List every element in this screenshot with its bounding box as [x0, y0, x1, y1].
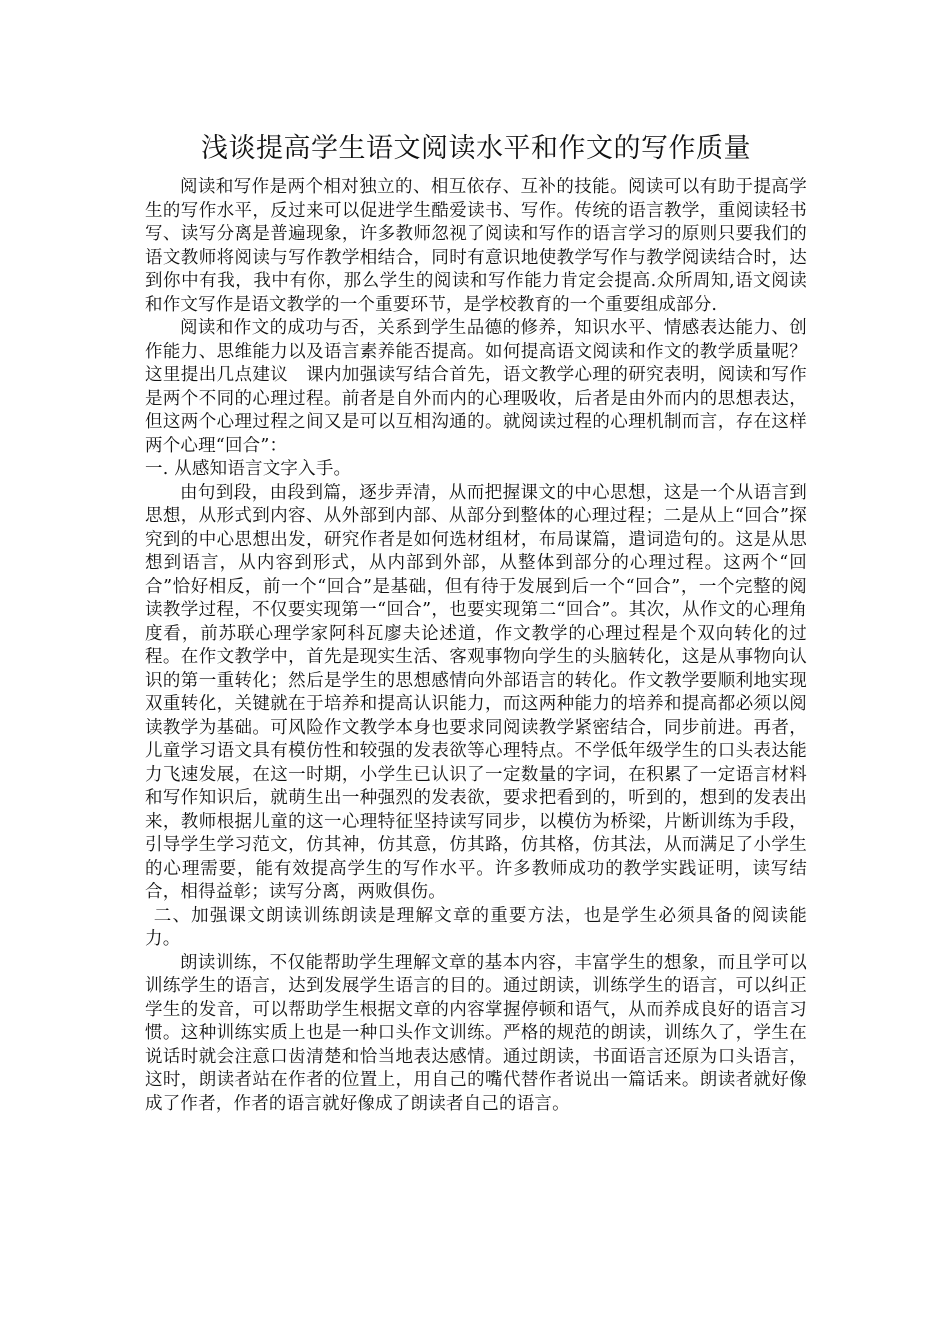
paragraph-suggestions: 阅读和作文的成功与否，关系到学生品德的修养，知识水平、情感表达能力、创作能力、思维能力以及语言素养能否提高。如何提高语文阅读和作文的教学质量呢？这里提出几点建议 课内加强读写结合首先，语文教学心理的研究表明，阅读和写作是两个不同的心理过程。前者是自外而内的心理吸收，后者是由外而内的思想表达，但这两个心理过程之间又是可以互相沟通的。就阅读过程的心理机制而言，存在这样两个心理“回合”： [145, 318, 807, 456]
section-heading-one: 一. 从感知语言文字入手。 [145, 459, 352, 479]
document-title: 浅谈提高学生语文阅读水平和作文的写作质量 [201, 133, 751, 164]
document-page [145, 126, 807, 1116]
paragraph-reading-process: 由句到段，由段到篇，逐步弄清，从而把握课文的中心思想，这是一个从语言到思想，从形式到内容、从外部到内部、从部分到整体的心理过程；二是从上“回合”探究到的中心思想出发，研究作者是如何选材组材，布局谋篇，遣词造句的。这是从思想到语言，从内容到形式，从内部到外部，从整体到部分的心理过程。这两个“回合”恰好相反，前一个“回合”是基础，但有待于发展到后一个“回合”，一个完整的阅读教学过程，不仅要实现第一“回合”，也要实现第二“回合”。其次，从作文的心理角度看，前苏联心理学家阿科瓦廖夫论述道，作文教学的心理过程是个双向转化的过程。在作文教学中，首先是现实生活、客观事物向学生的头脑转化，这是从事物向认识的第一重转化；然后是学生的思想感情向外部语言的转化。作文教学要顺利地实现双重转化，关键就在于培养和提高认识能力，而这两种能力的培养和提高都必须以阅读教学为基础。可风险作文教学本身也要求同阅读教学紧密结合，同步前进。再者，儿童学习语文具有模仿性和较强的发表欲等心理特点。不学低年级学生的口头表达能力飞速发展，在这一时期，小学生已认识了一定数量的字词，在积累了一定语言材料和写作知识后，就萌生出一种强烈的发表欲，要求把看到的，听到的，想到的发表出来，教师根据儿童的这一心理特征坚持读写同步，以模仿为桥梁，片断训练为手段，引导学生学习范文，仿其神，仿其意，仿其路，仿其格，仿其法，从而满足了小学生的心理需要，能有效提高学生的写作水平。许多教师成功的教学实践证明，读写结合，相得益彰；读写分离，两败俱伤。 [145, 482, 807, 902]
paragraph-intro: 阅读和写作是两个相对独立的、相互依存、互补的技能。阅读可以有助于提高学生的写作水平，反过来可以促进学生酷爱读书、写作。传统的语言教学，重阅读轻书写、读写分离是普遍现象，许多教师忽视了阅读和写作的语言学习的原则只要我们的语文教师将阅读与写作教学相结合，同时有意识地使教学写作与教学阅读结合时，达到你中有我，我中有你，那么学生的阅读和写作能力肯定会提高.众所周知,语文阅读和作文写作是语文教学的一个重要环节，是学校教育的一个重要组成部分. [145, 177, 807, 315]
paragraph-reading-aloud: 朗读训练，不仅能帮助学生理解文章的基本内容，丰富学生的想象，而且学可以训练学生的语言，达到发展学生语言的目的。通过朗读，训练学生的语言，可以纠正学生的发音，可以帮助学生根据文章的内容掌握停顿和语气，从而养成良好的语言习惯。这种训练实质上也是一种口头作文训练。严格的规范的朗读，训练久了，学生在说话时就会注意口齿清楚和恰当地表达感情。通过朗读，书面语言还原为口头语言，这时，朗读者站在作者的位置上，用自己的嘴代替作者说出一篇话来。朗读者就好像成了作者，作者的语言就好像成了朗读者自己的语言。 [145, 952, 807, 1114]
section-heading-two: 二、加强课文朗读训练朗读是理解文章的重要方法，也是学生必须具备的阅读能力。 [145, 905, 807, 949]
